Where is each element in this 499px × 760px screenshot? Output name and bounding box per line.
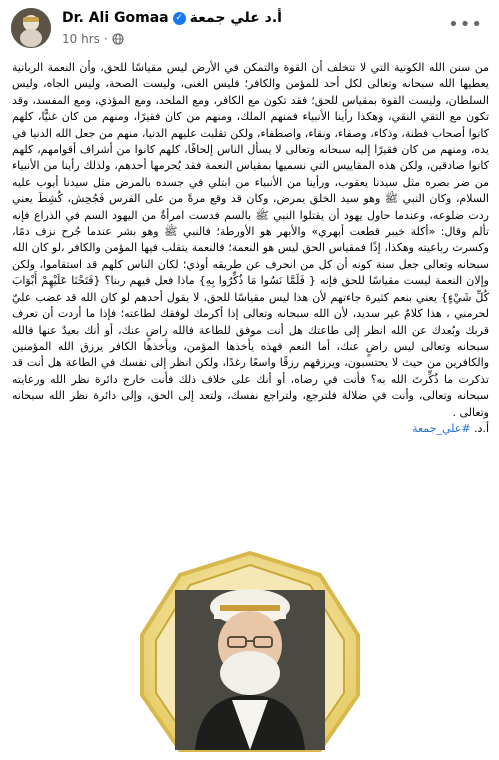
meta-separator: ·: [103, 32, 108, 46]
author-avatar[interactable]: [11, 8, 51, 48]
portrait-frame-icon: [0, 545, 499, 760]
post-time[interactable]: 10 hrs: [62, 32, 100, 46]
post-meta: [62, 32, 124, 46]
globe-icon: [112, 33, 124, 45]
portrait-image: [0, 545, 499, 760]
author-name-arabic[interactable]: أ.د علي جمعة: [189, 10, 282, 26]
signature-prefix: أ.د.: [474, 421, 489, 435]
hashtag-link[interactable]: #علي_جمعة: [412, 421, 471, 435]
more-options-button[interactable]: [448, 14, 483, 35]
post-image[interactable]: [0, 545, 499, 760]
avatar-portrait-icon: [11, 8, 51, 48]
post-text: [12, 60, 489, 437]
verified-badge-icon: ✓: [173, 12, 186, 25]
author-name[interactable]: Dr. Ali Gomaa: [62, 10, 169, 26]
ellipsis-icon: •••: [448, 14, 483, 35]
post-paragraph: من سنن الله الكونية التي لا تتخلف أن القوة والتمكن في الأرض ليس مقياسًا للحق، وأن النعمة الربانية يعطيها الله سبحانه وتعالى لكل أحد للمؤمن والكافر؛ فليس الغنى، وليست الصحة، وليس الجاه، وليس السلطان، وليست القوة بمقياس للحق؛ فقد تكون مع الكافر، ومع الملحد، ومع المؤذي، ومع المفسد، وقد تكون مع التقي النقي، وهكذا رأينا الأنبياء فمنهم الملك، ومنهم من كان فقيرًا، ومنهم من كان غنيًّا، كلهم كانوا أصحاب فطنة، وذكاء، وصفاء، ونقاء، واصطفاء، ولكن تقلبت عليهم الدنيا، منهم من جعل الله الدنيا في يده، ومنهم من كان فقيرًا إليه سبحانه وتعالى لا يسأل الناس إلحافًا، كلهم كانوا من أشراف أقوامهم، كلهم كانوا صادقين، ولكن هذه المقاييس التي نسميها بمقياس النعمة فقد يُحرمها أحدهم، ولذلك رأينا من الأنبياء من ضر بصره مثل سيدنا يعقوب، ورأينا من الأنبياء من ابتلي في جسده بالمرض مثل سيدنا أيوب عليه السلام، وكان النبي ﷺ وهو سيد الخلق يمرض، وكان قد وقع مرةً من على الفرس فَجُحِش، كُشِطَ يعني ردت ضلوعه، وعندما حاول يهود أن يقتلوا النبي ﷺ بالسم فدست امرأةٌ من اليهود السم في الذراع فإنه تألم وقال: «أكلة خيبر قطعت أبهري» والأبهر هو الأورطة؛ فالنبي ﷺ وهو بشر عندما جُرح نزف دمًا، وكسرت رباعيته وهكذا، إذًا فمقياس الحق ليس هو النعمة؛ فالنعمة يتقلب فيها المؤمن والكافر ،لو كان الله سبحانه وتعالى جعل سنة كونه أن كل من انحرف عن طريقه أوذي؛ لكان الناس كلهم قد استقاموا، ولكن وإلان النعمة ليست مقياسًا للحق فإنه { فَلَمَّا نَسُوا مَا ذُكِّرُوا بِهِ} ماذا فعل فيهم ربنا؟ {فَتَحْنَا عَلَيْهِمْ أَبْوَابَ كُلِّ شَيْءٍ} يعني بنعم كثيرة جاءتهم لأن هذا ليس مقياسًا للحق، لا يقول أحدهم لو كان الله قد غضب عليّ لحرمني ، هذا كلامٌ غير سديد، لأن الله سبحانه وتعالى إذا أكرمك لوفقك لطاعته؛ فإذا ما أردت أن تعرف قربك وبُعدك عن الله انظر إلى طاعتك هل أنت موفق للطاعة فالله راضٍ عنك، أو أنك بعيدٌ عنها فالله سبحانه وتعالى ليس راضٍ عنك، أما النعم فهذه يأخذها المؤمن، ويأخذها الكافر يرزق الله المؤمنين والكافرين من حيث لا يحتسبون، ويرزقهم رزقًا واسعًا رغدًا، ولكن انظر إلى نفسك في الطاعة هل أنت قد تذكرت ما ذُكِّرتَ الله به؟ فأنت في رضاه، أو أنك على خلاف ذلك فأنت خارج دائرة نظر الله ورعايته سبحانه وتعالى، وأنت في ضلالة فلترجع، ولتراجع نفسك، ولتعد إلى الحق، وإلى دائرة نظر الله سبحانه وتعالى .: [12, 61, 489, 419]
post-signature: [12, 421, 489, 437]
author-name-row: [62, 10, 282, 26]
post-header: [0, 0, 499, 58]
